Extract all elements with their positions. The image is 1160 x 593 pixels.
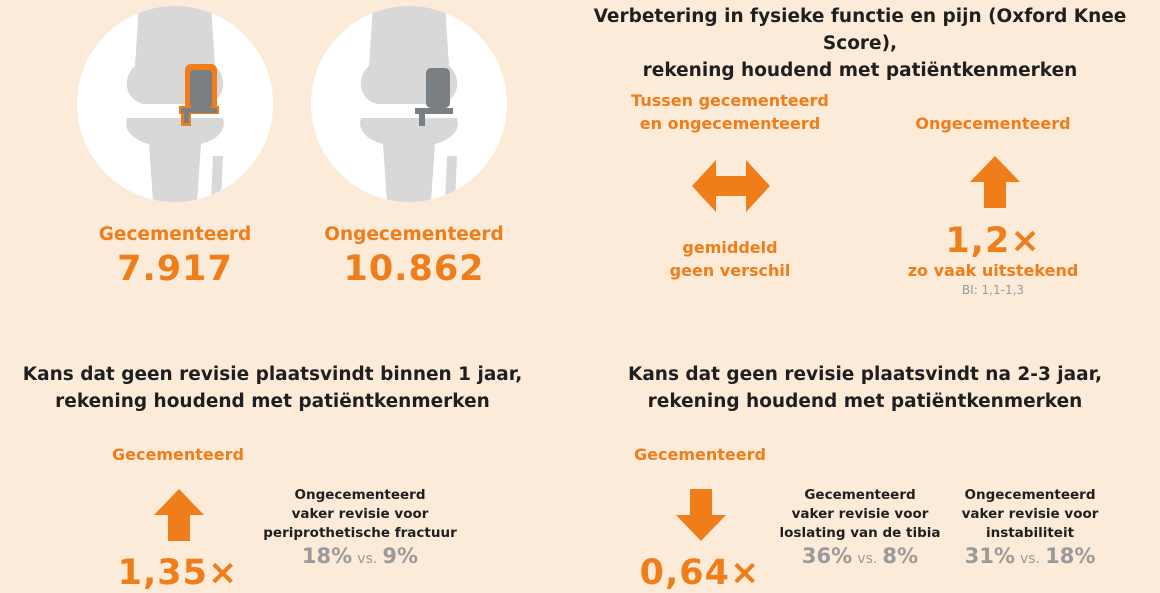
arrow-up-icon (970, 156, 1020, 208)
revision-1yr-percentages: 18% vs. 9% (301, 544, 419, 568)
revision-23yr-note-tibia: Gecementeerd vaker revisie voor loslating van de tibia (779, 487, 941, 541)
revision-1yr-title: Kans dat geen revisie plaatsvindt binnen 1 jaar, rekening houdend met patiëntkenmerken (22, 364, 523, 412)
oxford-right-header: Ongecementeerd (915, 114, 1071, 133)
revision-23yr-header: Gecementeerd (634, 445, 766, 464)
implant-label-cemented: Gecementeerd (98, 224, 252, 245)
double-arrow-icon (692, 160, 770, 212)
revision-23yr-value: 0,64× (639, 553, 761, 593)
oxford-right-text: zo vaak uitstekend (907, 261, 1079, 280)
arrow-down-icon (676, 489, 726, 541)
revision-1yr-note: Ongecementeerd vaker revisie voor periprothetische fractuur (263, 487, 457, 541)
oxford-right-value: 1,2× (945, 221, 1041, 261)
knee-cemented-implant-icon (77, 6, 273, 202)
implant-count-uncemented: 10.862 (343, 249, 485, 289)
revision-23yr-tibia-percentages: 36% vs. 8% (801, 544, 919, 568)
arrow-up-icon (154, 489, 204, 541)
oxford-right-ci: BI: 1,1-1,3 (961, 283, 1025, 297)
revision-23yr-note-instability: Ongecementeerd vaker revisie voor instabiliteit (961, 487, 1099, 541)
knee-cemented-illustration (77, 6, 273, 202)
revision-23yr-instability-percentages: 31% vs. 18% (964, 544, 1096, 568)
implant-count-cemented: 7.917 (117, 249, 233, 289)
oxford-left-header: Tussen gecementeerd en ongecementeerd (631, 91, 829, 133)
knee-uncemented-illustration (311, 6, 507, 202)
revision-1yr-header: Gecementeerd (112, 445, 244, 464)
revision-1yr-value: 1,35× (117, 553, 239, 593)
knee-uncemented-implant-icon (311, 6, 507, 202)
oxford-left-text: gemiddeld geen verschil (669, 238, 791, 280)
implant-label-uncemented: Ongecementeerd (324, 224, 504, 245)
oxford-title: Verbetering in fysieke functie en pijn (Oxford Knee Score), rekening houdend met patiëntkenmerken (593, 6, 1127, 81)
revision-23yr-title: Kans dat geen revisie plaatsvindt na 2-3 jaar, rekening houdend met patiëntkenmerken (627, 364, 1103, 412)
